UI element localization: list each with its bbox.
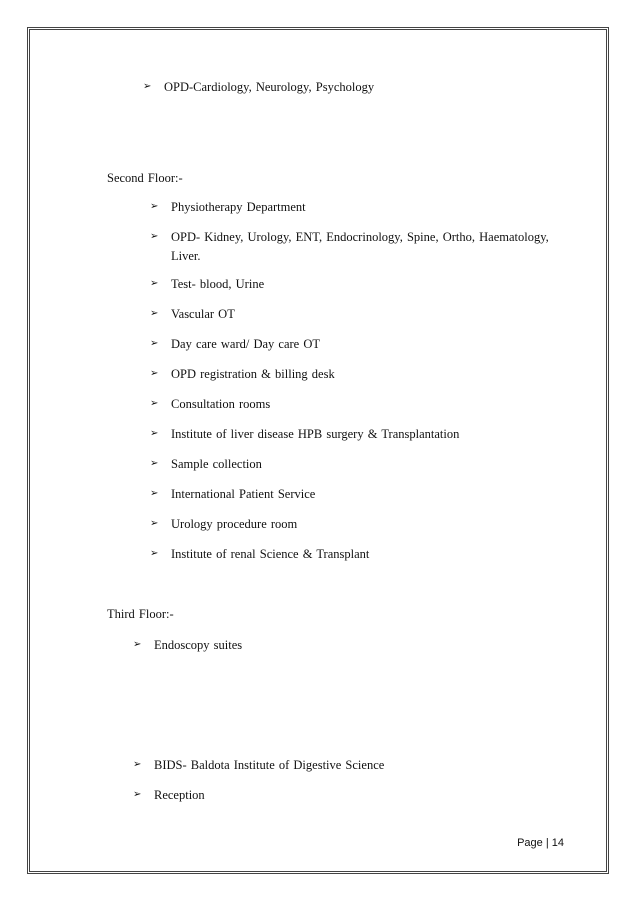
list-item-text: Day care ward/ Day care OT: [171, 337, 321, 351]
list-item-text: Test- blood, Urine: [171, 277, 265, 291]
list-item-text: OPD- Kidney, Urology, ENT, Endocrinology, Spine, Ortho, Haematology, Liver.: [171, 230, 549, 263]
arrow-bullet-icon: ➢: [150, 428, 159, 439]
arrow-bullet-icon: ➢: [133, 789, 142, 800]
list-item-text: OPD-Cardiology, Neurology, Psychology: [164, 80, 375, 94]
arrow-bullet-icon: ➢: [150, 398, 159, 409]
list-item-text: Consultation rooms: [171, 397, 271, 411]
arrow-bullet-icon: ➢: [150, 278, 159, 289]
list-item-text: Institute of liver disease HPB surgery & Transplantation: [171, 427, 460, 441]
list-item-text: International Patient Service: [171, 487, 316, 501]
arrow-bullet-icon: ➢: [143, 81, 152, 92]
page-number: Page | 14: [517, 837, 564, 849]
list-item-text: Sample collection: [171, 457, 262, 471]
arrow-bullet-icon: ➢: [150, 368, 159, 379]
arrow-bullet-icon: ➢: [150, 338, 159, 349]
list-item-text: Institute of renal Science & Transplant: [171, 547, 370, 561]
list-item-text: BIDS- Baldota Institute of Digestive Science: [154, 758, 385, 772]
section-heading-third-floor: Third Floor:-: [107, 607, 174, 621]
arrow-bullet-icon: ➢: [133, 759, 142, 770]
arrow-bullet-icon: ➢: [150, 518, 159, 529]
list-item-text: Vascular OT: [171, 307, 235, 321]
arrow-bullet-icon: ➢: [150, 488, 159, 499]
list-item-text: Reception: [154, 788, 205, 802]
section-heading-second-floor: Second Floor:-: [107, 171, 183, 185]
arrow-bullet-icon: ➢: [150, 201, 159, 212]
arrow-bullet-icon: ➢: [150, 458, 159, 469]
list-item-text: Urology procedure room: [171, 517, 298, 531]
list-item-text: Physiotherapy Department: [171, 200, 306, 214]
list-item-text: Endoscopy suites: [154, 638, 243, 652]
arrow-bullet-icon: ➢: [150, 548, 159, 559]
arrow-bullet-icon: ➢: [150, 231, 159, 242]
list-item-text: OPD registration & billing desk: [171, 367, 335, 381]
page-border: [27, 27, 609, 874]
arrow-bullet-icon: ➢: [150, 308, 159, 319]
arrow-bullet-icon: ➢: [133, 639, 142, 650]
